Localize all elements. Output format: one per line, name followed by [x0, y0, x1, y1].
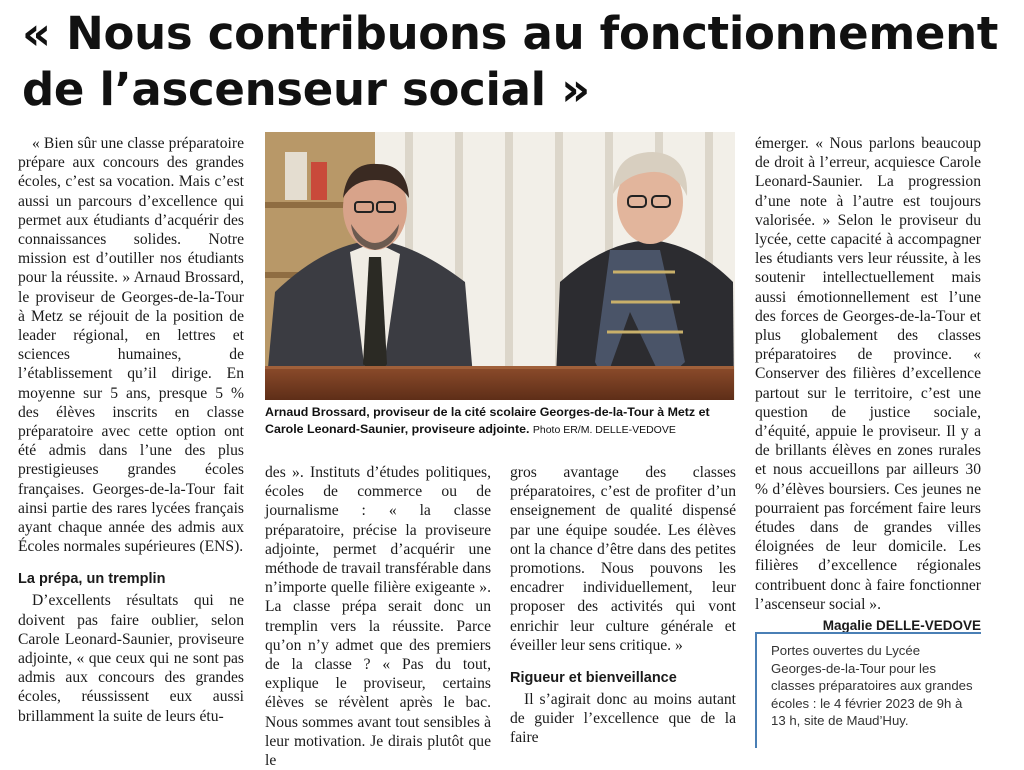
- photo-illustration: [265, 132, 734, 400]
- caption-text: Arnaud Brossard, proviseur de la cité scolaire Georges-de-la-Tour à Metz et Carole Leonard-Saunier, proviseure adjointe.: [265, 405, 710, 436]
- paragraph: des ». Instituts d’études politiques, écoles de commerce ou de journalisme : « la classe préparatoire, précise la proviseure adjointe, permet d’acquérir une méthode de travail transférable dans n’importe quelle filière exigeante ». La classe prépa serait donc un tremplin vers la réussite. Parce qu’on n’y admet que des premiers de la classe ? « Pas du tout, explique le proviseur, certains élèves se révèlent après le bac. Nous sommes avant tout sensibles à leur motivation. Je dirais plutôt que le: [265, 464, 492, 770]
- subheading-rigueur: Rigueur et bienveillance: [510, 670, 677, 687]
- paragraph: gros avantage des classes préparatoires, c’est de profiter d’un enseignement de qualité dispensé par une équipe soudée. Les élèves ont la chance d’être dans des petites promotions. Nous pouvons les encadrer individuellement, leur proposer des activités qui vont enrichir leur culture générale et éveiller leur sens critique. »: [510, 464, 736, 654]
- info-box-text: Portes ouvertes du Lycée Georges-de-la-Tour pour les classes préparatoires aux grandes écoles : le 4 février 2023 de 9h à 13 h, site de Maud’Huy.: [771, 643, 973, 728]
- paragraph: émerger. « Nous parlons beaucoup de droit à l’erreur, acquiesce Carole Leonard-Saunier. La progression d’une note à l’autre est toujours valorisée. » Selon le proviseur du lycée, cette capacité à accompagner les étudiants vers leur réussite, à les soutenir intellectuellement mais aussi émotionnellement est l’une des forces de Georges-de-la-Tour et plus globalement des classes préparatoires de province. « Conserver des filières d’excellence partout sur le territoire, c’est une question de justice sociale, d’équité, appuie le proviseur. Il y a de brillants élèves en zones rurales et nous accueillons par ailleurs 30 % d’élèves boursiers. Ces jeunes ne pourraient pas forcément faire leurs études dans de grandes villes éloignées de leur domicile. Les filières d’excellence régionales contribuent donc à faire fonctionner l’ascenseur social ».: [755, 135, 981, 613]
- article-column-1: [18, 134, 244, 748]
- info-box-open-days: [755, 632, 981, 748]
- photo-caption: [265, 404, 737, 439]
- paragraph: « Bien sûr une classe préparatoire prépare aux concours des grandes écoles, c’est sa vocation. Mais c’est aussi un parcours d’excellence qui permet aux étudiants d’acquérir des connaissances solides. Notre mission est d’outiller nos étudiants pour la réussite. » Arnaud Brossard, le proviseur de Georges-de-la-Tour à Metz se réjouit de la position de leader régional, en lettres et sciences humaines, de l’établissement qu’il dirige. En moyenne sur 5 ans, presque 5 % des élèves inscrits en classe préparatoire avec cette option ont été admis dans l’une des plus prestigieuses grandes écoles françaises. Georges-de-la-Tour fait ainsi partie des rares lycées français ayant chaque année des admis aux Écoles normales supérieures (ENS).: [18, 135, 244, 556]
- article-photo: [265, 132, 734, 400]
- article-column-2: [265, 463, 492, 770]
- headline-line-1: « Nous contribuons au fonctionnement: [22, 7, 999, 60]
- headline: [22, 6, 1012, 118]
- article-column-3: [510, 463, 736, 748]
- subheading-tremplin: La prépa, un tremplin: [18, 571, 166, 588]
- paragraph: Il s’agirait donc au moins autant de guider l’excellence que de la faire: [510, 691, 736, 747]
- headline-line-2: de l’ascenseur social »: [22, 63, 590, 116]
- article-author: Magalie DELLE-VEDOVE: [822, 618, 981, 634]
- paragraph: D’excellents résultats qui ne doivent pas faire oublier, selon Carole Leonard-Saunier, proviseure adjointe, « que ceux qui ne sont pas admis aux concours des grandes écoles, réussissent eux aussi brillamment la suite de leurs étu-: [18, 592, 244, 725]
- photo-credit: Photo ER/M. DELLE-VEDOVE: [532, 424, 676, 436]
